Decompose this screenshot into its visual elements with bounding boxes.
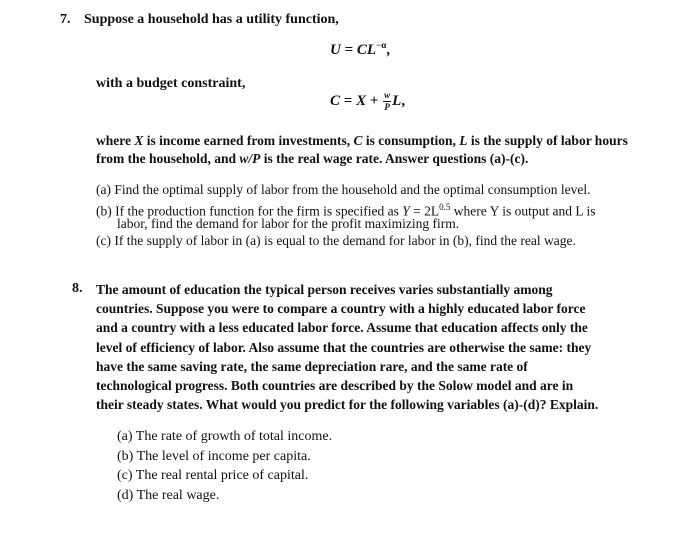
description-line-2: [96, 150, 656, 168]
text: is the real wage rate. Answer questions (a)-(c).: [260, 151, 529, 166]
w-symbol: w: [384, 90, 391, 100]
plus-sign: +: [369, 92, 379, 109]
equals-sign: =: [344, 42, 354, 58]
exponent: −α: [376, 40, 387, 50]
description-line-1: [96, 132, 656, 150]
c-symbol: C: [356, 42, 367, 58]
q8-item-c: (c) The real rental price of capital.: [117, 468, 309, 483]
q8-line: The amount of education the typical person receives varies substantially among: [96, 282, 553, 297]
q8-line: countries. Suppose you were to compare a country with a highly educated labor force: [96, 301, 586, 317]
c-symbol: C: [353, 133, 363, 148]
q8-line: and a country with a less educated labor force. Assume that education affects only the: [96, 320, 588, 336]
l-symbol: L: [459, 133, 468, 148]
q8-line: technological progress. Both countries are described by the Solow model and are in: [96, 378, 574, 394]
x-symbol: X: [356, 92, 367, 109]
text: where: [96, 133, 135, 148]
exponent: 0.5: [439, 202, 451, 212]
q8-line: level of efficiency of labor. Also assume that the countries are otherwise the same: they: [96, 339, 592, 355]
real-wage-symbol: w/P: [239, 151, 261, 166]
q7-part-a: (a) Find the optimal supply of labor from the household and the optimal consumption level.: [96, 182, 591, 197]
q8-prompt: [96, 280, 666, 414]
q8-item-b: (b) The level of income per capita.: [117, 448, 311, 464]
budget-label: with a budget constraint,: [96, 76, 246, 91]
q8-item-d: (d) The real wage.: [117, 487, 220, 503]
q8-line: have the same saving rate, the same depreciation rare, and the same rate of: [96, 358, 528, 374]
q8-items: [117, 427, 332, 505]
q7-description: [96, 132, 656, 168]
wage-fraction: [383, 91, 391, 112]
text: from the household, and: [96, 151, 240, 166]
text: = 2L: [409, 203, 440, 219]
q8-line: their steady states. What would you predict for the following variables (a)-(d)? Explain.: [96, 397, 599, 413]
utility-equation: [330, 40, 390, 59]
budget-equation: [330, 91, 405, 112]
l-symbol: L: [366, 42, 377, 58]
y-symbol: Y: [402, 203, 410, 219]
q7-part-c: (c) If the supply of labor in (a) is equal to the demand for labor in (b), find the real wage.: [96, 233, 576, 248]
c-symbol: C: [330, 92, 341, 109]
x-symbol: X: [134, 133, 144, 148]
q8-item-a: (a) The rate of growth of total income.: [117, 429, 333, 444]
u-symbol: U: [330, 42, 341, 58]
q7-part-b-line2: labor, find the demand for labor for the profit maximizing firm.: [117, 216, 460, 231]
text: where Y is output and L is: [450, 203, 596, 219]
comma: ,: [386, 42, 390, 58]
text: is the supply of labor hours: [467, 133, 628, 148]
q7-intro: Suppose a household has a utility function,: [84, 12, 339, 27]
l-symbol: L: [392, 92, 402, 109]
comma: ,: [401, 92, 406, 109]
q8-number: 8.: [72, 281, 83, 296]
text: is consumption,: [362, 133, 460, 148]
text: (b) If the production function for the firm is specified as: [96, 203, 403, 219]
equals-sign: =: [343, 92, 353, 109]
text: is income earned from investments,: [143, 133, 354, 148]
q7-number: 7.: [60, 12, 71, 27]
p-symbol: P: [384, 102, 390, 112]
